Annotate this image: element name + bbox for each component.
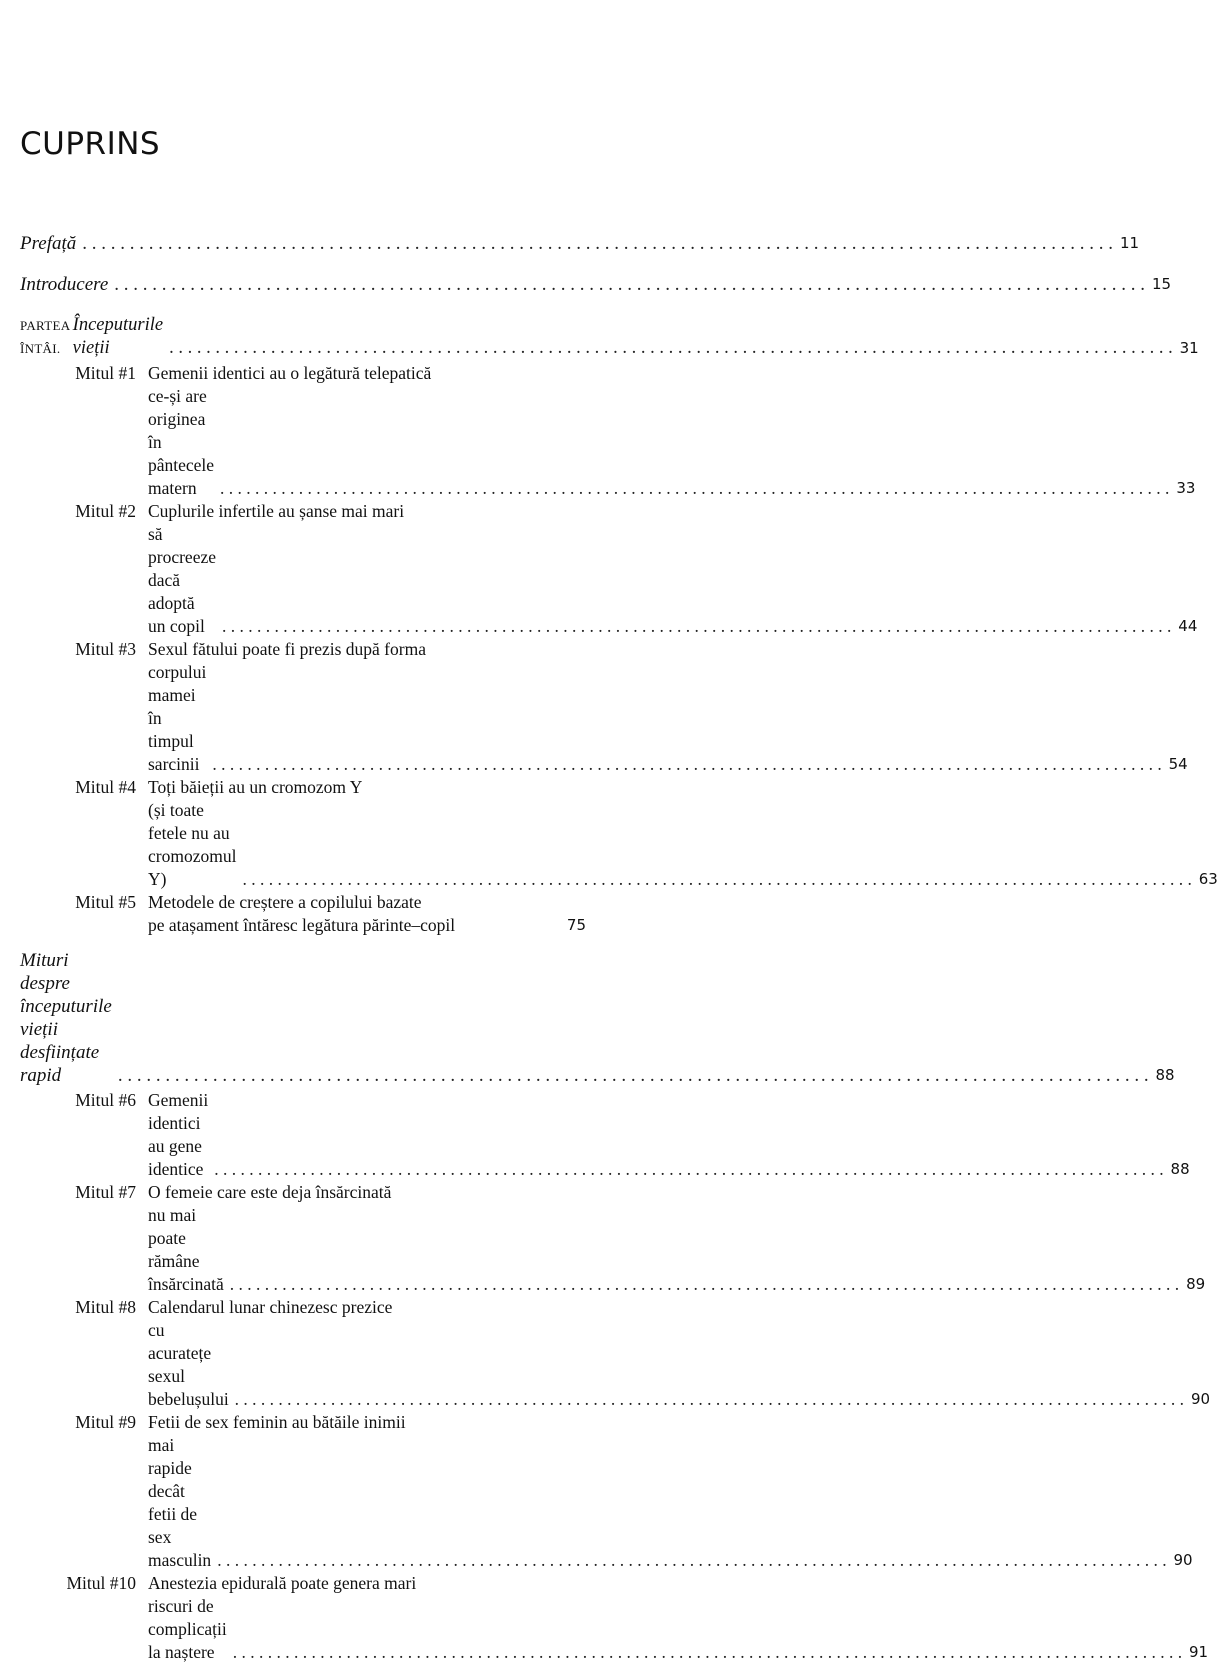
part-prefix: PARTEA ÎNTÂI. bbox=[20, 318, 70, 356]
dot-leader bbox=[212, 753, 1161, 776]
dot-leader bbox=[220, 477, 1169, 500]
toc-subpart-heading[interactable] bbox=[20, 949, 1175, 1087]
myth-line-1: Cuplurile infertile au șanse mai mari bbox=[148, 501, 405, 521]
myth-line-2: corpului mamei în timpul sarcinii bbox=[148, 662, 207, 774]
myth-label: Mitul #10 bbox=[66, 1573, 136, 1593]
toc-entry-title: Introducere bbox=[20, 274, 109, 295]
dot-leader bbox=[230, 1273, 1179, 1296]
dot-leader bbox=[222, 615, 1171, 638]
toc-entry-page: 88 bbox=[1155, 1066, 1175, 1084]
myth-line-2: pe atașament întăresc legătura părinte–copil bbox=[148, 915, 456, 935]
dot-leader bbox=[235, 1388, 1184, 1411]
toc-entry-title: Prefață bbox=[20, 233, 77, 254]
myth-line-1: Toți băieții au un cromozom Y bbox=[148, 777, 363, 797]
table-of-contents bbox=[20, 232, 1218, 1664]
myth-label: Mitul #9 bbox=[75, 1412, 136, 1432]
subpart-title: Mituri despre începuturile vieții desființate rapid bbox=[20, 950, 112, 1086]
myth-label: Mitul #4 bbox=[75, 777, 136, 797]
myth-line-2: riscuri de complicații la naștere bbox=[148, 1596, 227, 1662]
part-title: Începuturile vieții bbox=[72, 315, 164, 358]
myth-line-1: Sexul fătului poate fi prezis după forma bbox=[148, 639, 426, 659]
toc-entry-page: 89 bbox=[1186, 1275, 1206, 1293]
myth-line-1: Calendarul lunar chinezesc prezice bbox=[148, 1297, 393, 1317]
toc-entry-page: 33 bbox=[1176, 479, 1196, 497]
myth-line-2: să procreeze dacă adoptă un copil bbox=[148, 524, 216, 636]
toc-entry-page: 75 bbox=[566, 916, 586, 934]
dot-leader bbox=[217, 1549, 1166, 1572]
toc-myth-entry[interactable] bbox=[20, 891, 586, 937]
dot-leader bbox=[118, 1064, 1149, 1087]
toc-myth-entry[interactable] bbox=[20, 500, 1198, 638]
page-title: CUPRINS bbox=[20, 126, 161, 162]
toc-entry-page: 31 bbox=[1179, 339, 1199, 357]
toc-myth-entry[interactable] bbox=[20, 776, 1218, 891]
toc-entry-page: 54 bbox=[1168, 755, 1188, 773]
myth-line-2: mai rapide decât fetii de sex masculin bbox=[148, 1435, 212, 1570]
myth-line-1: Gemenii identici au gene identice bbox=[148, 1090, 209, 1179]
dot-leader bbox=[82, 232, 1113, 255]
toc-myth-entry[interactable] bbox=[20, 1089, 1190, 1181]
myth-line-2: cu acuratețe sexul bebelușului bbox=[148, 1320, 229, 1409]
toc-entry-page: 15 bbox=[1151, 275, 1172, 293]
toc-part-heading[interactable] bbox=[20, 314, 1199, 360]
toc-myth-entry[interactable] bbox=[20, 1572, 1209, 1664]
dot-leader bbox=[114, 273, 1145, 296]
myth-label: Mitul #5 bbox=[75, 892, 136, 912]
toc-myth-entry[interactable] bbox=[20, 1411, 1193, 1572]
myth-line-1: Anestezia epidurală poate genera mari bbox=[148, 1573, 417, 1593]
dot-leader bbox=[242, 868, 1191, 891]
toc-myth-entry[interactable] bbox=[20, 1181, 1206, 1296]
toc-entry-page: 88 bbox=[1170, 1160, 1190, 1178]
toc-entry-introducere[interactable] bbox=[20, 273, 1172, 296]
toc-entry-prefata[interactable] bbox=[20, 232, 1140, 255]
dot-leader bbox=[233, 1641, 1182, 1664]
toc-entry-page: 91 bbox=[1189, 1643, 1209, 1661]
myth-line-1: Gemenii identici au o legătură telepatică bbox=[148, 363, 432, 383]
myth-label: Mitul #3 bbox=[75, 639, 136, 659]
myth-line-2: (și toate fetele nu au cromozomul Y) bbox=[148, 800, 237, 889]
toc-entry-page: 44 bbox=[1178, 617, 1198, 635]
myth-label: Mitul #6 bbox=[75, 1090, 136, 1110]
toc-myth-entry[interactable] bbox=[20, 1296, 1211, 1411]
myth-label: Mitul #8 bbox=[75, 1297, 136, 1317]
myth-label: Mitul #7 bbox=[75, 1182, 136, 1202]
toc-entry-page: 11 bbox=[1119, 234, 1140, 252]
myth-line-1: Metodele de creștere a copilului bazate bbox=[148, 892, 422, 912]
toc-entry-page: 90 bbox=[1173, 1551, 1193, 1569]
myth-line-2: nu mai poate rămâne însărcinată bbox=[148, 1205, 224, 1294]
dot-leader bbox=[214, 1158, 1163, 1181]
toc-entry-page: 90 bbox=[1190, 1390, 1211, 1408]
myth-label: Mitul #2 bbox=[75, 501, 136, 521]
myth-line-2: ce-și are originea în pântecele matern bbox=[148, 386, 215, 498]
myth-line-1: Fetii de sex feminin au bătăile inimii bbox=[148, 1412, 406, 1432]
myth-label: Mitul #1 bbox=[75, 363, 136, 383]
toc-entry-page: 63 bbox=[1198, 870, 1218, 888]
myth-line-1: O femeie care este deja însărcinată bbox=[148, 1182, 392, 1202]
dot-leader bbox=[169, 337, 1173, 360]
toc-myth-entry[interactable] bbox=[20, 638, 1188, 776]
toc-myth-entry[interactable] bbox=[20, 362, 1196, 500]
